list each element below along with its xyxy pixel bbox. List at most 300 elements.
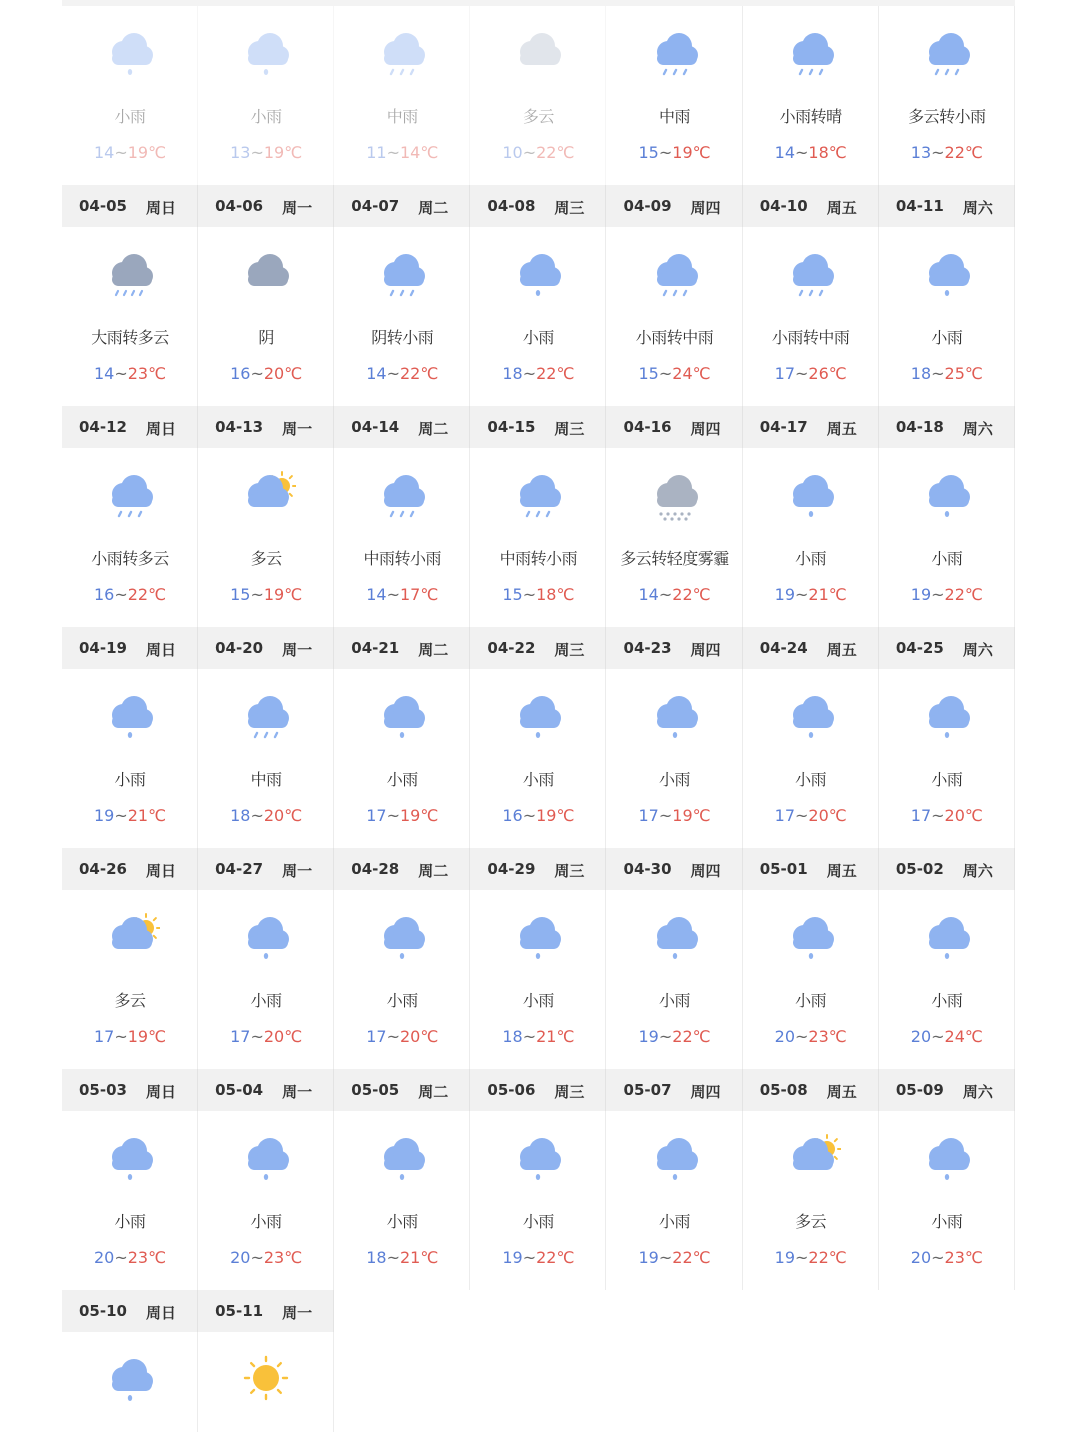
weekday-label: 周四	[690, 420, 721, 438]
temperature-range	[334, 1027, 470, 1046]
day-header[interactable]	[198, 1069, 334, 1111]
day-header[interactable]	[470, 848, 606, 890]
low-temperature: 17	[910, 806, 932, 825]
forecast-cell[interactable]	[743, 669, 879, 848]
weather-description: 小雨	[931, 1212, 963, 1231]
light-rain-icon	[508, 1133, 568, 1189]
low-temperature: 14	[366, 364, 387, 383]
temperature-separator: ~	[250, 364, 264, 383]
weather-description: 小雨	[250, 991, 282, 1010]
moderate-rain-icon	[372, 249, 432, 305]
forecast-cell[interactable]	[743, 6, 879, 185]
temperature-unit: ℃	[148, 1027, 167, 1046]
weather-description: 小雨	[795, 770, 827, 789]
forecast-cell[interactable]	[470, 227, 606, 406]
day-header[interactable]	[743, 627, 879, 669]
date-label: 04-09	[623, 197, 672, 215]
day-header[interactable]	[607, 406, 743, 448]
day-header[interactable]	[879, 848, 1015, 890]
temperature-separator: ~	[522, 806, 537, 825]
forecast-cell[interactable]	[470, 1111, 606, 1290]
temperature-range	[607, 806, 743, 825]
day-header[interactable]	[198, 848, 334, 890]
temperature-range	[198, 143, 334, 162]
temperature-unit: ℃	[420, 143, 439, 162]
weather-description: 小雨转多云	[91, 549, 169, 568]
weekday-label: 周四	[690, 641, 721, 659]
weather-description: 小雨	[250, 107, 282, 126]
day-header[interactable]	[743, 1069, 879, 1111]
forecast-cell[interactable]	[607, 227, 743, 406]
weather-description: 小雨	[386, 1212, 418, 1231]
forecast-cell[interactable]	[198, 6, 334, 185]
moderate-rain-icon	[781, 28, 841, 84]
day-header[interactable]	[62, 1290, 198, 1332]
high-temperature: 20	[263, 806, 285, 825]
temperature-range	[62, 364, 198, 383]
temperature-unit: ℃	[964, 364, 983, 383]
weekday-label: 周日	[146, 641, 177, 659]
weekday-label: 周三	[554, 1083, 585, 1101]
weekday-label: 周五	[826, 862, 857, 880]
date-label: 04-12	[79, 418, 127, 436]
light-rain-icon	[917, 470, 977, 526]
day-header[interactable]	[334, 406, 470, 448]
weather-description: 阴	[258, 328, 274, 347]
high-temperature: 18	[536, 585, 557, 604]
week-forecast-row	[62, 669, 1015, 848]
weekday-label: 周日	[146, 420, 177, 438]
haze-icon	[645, 470, 705, 526]
weather-description: 中雨	[659, 107, 691, 126]
forecast-cell[interactable]	[879, 1111, 1015, 1290]
temperature-unit: ℃	[420, 364, 439, 383]
date-label: 05-11	[215, 1302, 264, 1320]
week-forecast-row	[62, 1111, 1015, 1290]
forecast-cell[interactable]	[607, 669, 743, 848]
temperature-separator: ~	[250, 1248, 264, 1267]
day-header[interactable]	[62, 406, 198, 448]
weekday-label: 周日	[146, 862, 177, 880]
temperature-range	[198, 364, 334, 383]
forecast-cell[interactable]	[879, 448, 1015, 627]
temperature-unit: ℃	[284, 585, 303, 604]
sunny-icon	[236, 1354, 296, 1410]
weekday-label: 周三	[554, 199, 585, 217]
day-header[interactable]	[198, 406, 334, 448]
temperature-range	[62, 1027, 198, 1046]
high-temperature: 14	[399, 143, 421, 162]
light-rain-icon	[372, 1133, 432, 1189]
light-rain-icon	[645, 691, 705, 747]
date-header-row	[62, 406, 1015, 448]
weather-description: 中雨转小雨	[499, 549, 578, 568]
weekday-label: 周一	[282, 1304, 313, 1322]
forecast-cell[interactable]	[62, 669, 198, 848]
low-temperature: 19	[93, 806, 115, 825]
light-rain-icon	[645, 912, 705, 968]
temperature-unit: ℃	[420, 806, 439, 825]
day-header[interactable]	[607, 627, 743, 669]
low-temperature: 19	[774, 585, 795, 604]
temperature-separator: ~	[931, 1027, 945, 1046]
forecast-cell[interactable]	[198, 1332, 334, 1432]
day-header[interactable]	[879, 406, 1015, 448]
high-temperature: 24	[672, 364, 693, 383]
forecast-cell[interactable]	[334, 6, 470, 185]
forecast-cell[interactable]	[743, 227, 879, 406]
forecast-cell[interactable]	[879, 669, 1015, 848]
weather-description: 小雨	[795, 991, 827, 1010]
day-header[interactable]	[607, 848, 743, 890]
weather-description: 小雨转晴	[779, 107, 842, 126]
date-label: 04-22	[487, 639, 536, 657]
day-header[interactable]	[62, 848, 198, 890]
temperature-separator: ~	[250, 806, 264, 825]
high-temperature: 20	[263, 364, 285, 383]
cloudy-icon	[508, 28, 568, 84]
temperature-separator: ~	[522, 143, 537, 162]
temperature-range	[607, 143, 743, 162]
forecast-cell[interactable]	[334, 227, 470, 406]
temperature-separator: ~	[931, 806, 945, 825]
weather-description: 小雨	[522, 328, 554, 347]
low-temperature: 20	[230, 1248, 251, 1267]
temperature-unit: ℃	[692, 143, 711, 162]
forecast-cell[interactable]	[198, 1111, 334, 1290]
high-temperature: 21	[536, 1027, 557, 1046]
weather-calendar-grid	[62, 6, 1015, 1432]
date-label: 04-20	[215, 639, 264, 657]
day-header[interactable]	[607, 185, 743, 227]
temperature-separator: ~	[386, 143, 400, 162]
forecast-cell[interactable]	[470, 448, 606, 627]
low-temperature: 17	[366, 1027, 387, 1046]
temperature-separator: ~	[114, 1027, 128, 1046]
temperature-range	[198, 1248, 334, 1267]
high-temperature: 19	[536, 806, 557, 825]
date-label: 04-06	[215, 197, 264, 215]
low-temperature: 17	[774, 364, 795, 383]
high-temperature: 20	[263, 1027, 285, 1046]
weather-description: 大雨转多云	[91, 328, 169, 347]
day-header[interactable]	[607, 1069, 743, 1111]
temperature-unit: ℃	[420, 1027, 439, 1046]
weekday-label: 周二	[418, 1083, 449, 1101]
low-temperature: 19	[638, 1248, 659, 1267]
weekday-label: 周六	[962, 199, 993, 217]
forecast-cell[interactable]	[879, 890, 1015, 1069]
forecast-cell[interactable]	[470, 6, 606, 185]
date-label: 05-10	[79, 1302, 127, 1320]
temperature-separator: ~	[114, 806, 128, 825]
date-label: 05-02	[895, 860, 944, 878]
day-header[interactable]	[470, 185, 606, 227]
forecast-cell[interactable]	[62, 6, 198, 185]
weather-description: 小雨	[114, 770, 146, 789]
high-temperature: 26	[808, 364, 829, 383]
forecast-cell[interactable]	[62, 890, 198, 1069]
temperature-unit: ℃	[556, 1248, 575, 1267]
day-header[interactable]	[470, 1069, 606, 1111]
light-rain-icon	[100, 1133, 160, 1189]
high-temperature: 22	[944, 143, 965, 162]
forecast-cell[interactable]	[470, 669, 606, 848]
week-forecast-row	[62, 448, 1015, 627]
weather-description: 小雨	[931, 328, 963, 347]
low-temperature: 17	[93, 1027, 115, 1046]
temperature-range	[470, 585, 606, 604]
temperature-unit: ℃	[828, 143, 847, 162]
temperature-unit: ℃	[556, 806, 575, 825]
date-label: 04-21	[351, 639, 400, 657]
date-label: 04-27	[215, 860, 264, 878]
forecast-cell[interactable]	[607, 448, 743, 627]
forecast-cell[interactable]	[62, 448, 198, 627]
high-temperature: 20	[944, 806, 965, 825]
temperature-unit: ℃	[964, 143, 983, 162]
day-header[interactable]	[198, 1290, 334, 1332]
forecast-cell[interactable]	[743, 1111, 879, 1290]
date-label: 04-19	[79, 639, 127, 657]
light-rain-icon	[508, 912, 568, 968]
date-header-row	[62, 848, 1015, 890]
temperature-unit: ℃	[420, 1248, 439, 1267]
date-header-row	[62, 1290, 334, 1332]
weather-description: 小雨	[659, 770, 691, 789]
weekday-label: 周一	[282, 641, 313, 659]
day-header[interactable]	[334, 848, 470, 890]
weekday-label: 周一	[282, 420, 313, 438]
low-temperature: 11	[366, 143, 387, 162]
temperature-separator: ~	[250, 585, 264, 604]
weather-description: 阴转小雨	[371, 328, 434, 347]
forecast-cell[interactable]	[198, 448, 334, 627]
day-header[interactable]	[470, 627, 606, 669]
low-temperature: 19	[502, 1248, 523, 1267]
temperature-separator: ~	[658, 806, 673, 825]
forecast-cell[interactable]	[607, 890, 743, 1069]
week-forecast-row	[62, 6, 1015, 185]
temperature-range	[470, 806, 606, 825]
weekday-label: 周日	[146, 199, 177, 217]
temperature-separator: ~	[386, 585, 400, 604]
temperature-unit: ℃	[692, 585, 711, 604]
low-temperature: 18	[502, 1027, 523, 1046]
weather-description: 多云转小雨	[908, 107, 986, 126]
date-label: 04-30	[623, 860, 672, 878]
day-header[interactable]	[62, 627, 198, 669]
low-temperature: 15	[230, 585, 251, 604]
forecast-cell[interactable]	[334, 669, 470, 848]
high-temperature: 21	[808, 585, 829, 604]
light-rain-icon	[781, 691, 841, 747]
moderate-rain-icon	[100, 470, 160, 526]
weekday-label: 周一	[282, 1083, 313, 1101]
low-temperature: 10	[502, 143, 523, 162]
light-rain-icon	[372, 691, 432, 747]
temperature-unit: ℃	[828, 1248, 847, 1267]
day-header[interactable]	[743, 185, 879, 227]
forecast-cell[interactable]	[470, 890, 606, 1069]
weather-description: 多云	[522, 107, 554, 126]
temperature-unit: ℃	[148, 1248, 167, 1267]
week-row	[62, 1111, 1015, 1332]
day-header[interactable]	[198, 627, 334, 669]
weekday-label: 周日	[146, 1083, 177, 1101]
high-temperature: 17	[399, 585, 421, 604]
low-temperature: 15	[638, 364, 659, 383]
day-header[interactable]	[470, 406, 606, 448]
weekday-label: 周五	[826, 641, 857, 659]
moderate-rain-icon	[645, 28, 705, 84]
weather-description: 小雨	[522, 770, 554, 789]
weather-description: 中雨	[386, 107, 418, 126]
forecast-cell[interactable]	[743, 890, 879, 1069]
day-header[interactable]	[879, 627, 1015, 669]
forecast-cell[interactable]	[334, 1111, 470, 1290]
weather-description: 小雨	[386, 770, 418, 789]
temperature-unit: ℃	[284, 364, 303, 383]
high-temperature: 19	[263, 143, 285, 162]
temperature-separator: ~	[931, 364, 945, 383]
temperature-range	[879, 585, 1015, 604]
temperature-unit: ℃	[284, 1248, 303, 1267]
weather-description: 小雨	[795, 549, 827, 568]
date-label: 04-11	[895, 197, 944, 215]
weather-description: 小雨	[659, 1212, 691, 1231]
temperature-range	[62, 585, 198, 604]
day-header[interactable]	[334, 185, 470, 227]
day-header[interactable]	[62, 1069, 198, 1111]
forecast-cell[interactable]	[62, 227, 198, 406]
high-temperature: 22	[672, 1248, 693, 1267]
day-header[interactable]	[334, 1069, 470, 1111]
high-temperature: 22	[672, 585, 693, 604]
forecast-cell[interactable]	[334, 890, 470, 1069]
temperature-range	[879, 1248, 1015, 1267]
forecast-cell[interactable]	[334, 448, 470, 627]
heavy-rain-icon	[100, 249, 160, 305]
light-rain-icon	[100, 1354, 160, 1410]
forecast-cell[interactable]	[607, 6, 743, 185]
temperature-unit: ℃	[148, 585, 167, 604]
temperature-range	[607, 1248, 743, 1267]
forecast-cell[interactable]	[607, 1111, 743, 1290]
temperature-separator: ~	[658, 143, 673, 162]
forecast-cell[interactable]	[198, 669, 334, 848]
date-label: 04-17	[759, 418, 808, 436]
weekday-label: 周二	[418, 199, 449, 217]
temperature-unit: ℃	[284, 143, 303, 162]
moderate-rain-icon	[508, 470, 568, 526]
temperature-separator: ~	[114, 1248, 128, 1267]
high-temperature: 19	[127, 143, 149, 162]
temperature-range	[470, 143, 606, 162]
high-temperature: 20	[399, 1027, 421, 1046]
temperature-unit: ℃	[964, 1248, 983, 1267]
weather-description: 小雨	[114, 1212, 146, 1231]
temperature-separator: ~	[386, 806, 400, 825]
temperature-range	[879, 364, 1015, 383]
day-header[interactable]	[743, 848, 879, 890]
date-label: 05-01	[759, 860, 808, 878]
low-temperature: 20	[910, 1248, 932, 1267]
low-temperature: 17	[774, 806, 795, 825]
temperature-separator: ~	[931, 1248, 945, 1267]
low-temperature: 13	[910, 143, 932, 162]
temperature-range	[743, 806, 879, 825]
temperature-unit: ℃	[148, 806, 167, 825]
forecast-cell[interactable]	[879, 6, 1015, 185]
day-header[interactable]	[743, 406, 879, 448]
weekday-label: 周六	[962, 641, 993, 659]
temperature-unit: ℃	[828, 364, 847, 383]
weekday-label: 周五	[826, 199, 857, 217]
low-temperature: 20	[910, 1027, 932, 1046]
temperature-range	[198, 806, 334, 825]
low-temperature: 14	[774, 143, 795, 162]
date-label: 04-14	[351, 418, 400, 436]
temperature-unit: ℃	[556, 585, 575, 604]
day-header[interactable]	[198, 185, 334, 227]
forecast-cell[interactable]	[62, 1111, 198, 1290]
light-rain-icon	[236, 912, 296, 968]
day-header[interactable]	[334, 627, 470, 669]
moderate-rain-icon	[372, 470, 432, 526]
low-temperature: 18	[366, 1248, 387, 1267]
temperature-range	[334, 143, 470, 162]
temperature-unit: ℃	[556, 143, 575, 162]
low-temperature: 16	[230, 364, 251, 383]
date-label: 04-29	[487, 860, 536, 878]
weather-description: 小雨	[114, 107, 146, 126]
day-header[interactable]	[879, 1069, 1015, 1111]
temperature-separator: ~	[795, 1027, 809, 1046]
high-temperature: 19	[263, 585, 285, 604]
weekday-label: 周三	[554, 420, 585, 438]
forecast-cell[interactable]	[743, 448, 879, 627]
temperature-range	[334, 364, 470, 383]
high-temperature: 23	[808, 1027, 829, 1046]
day-header[interactable]	[62, 185, 198, 227]
temperature-separator: ~	[658, 585, 673, 604]
temperature-unit: ℃	[148, 143, 167, 162]
high-temperature: 24	[944, 1027, 965, 1046]
high-temperature: 21	[399, 1248, 421, 1267]
forecast-cell[interactable]	[198, 890, 334, 1069]
temperature-range	[198, 585, 334, 604]
day-header[interactable]	[879, 185, 1015, 227]
forecast-cell[interactable]	[879, 227, 1015, 406]
weather-description: 小雨	[659, 991, 691, 1010]
temperature-separator: ~	[795, 143, 809, 162]
temperature-unit: ℃	[692, 1027, 711, 1046]
forecast-cell[interactable]	[62, 1332, 198, 1432]
temperature-separator: ~	[931, 585, 945, 604]
temperature-range	[607, 1027, 743, 1046]
temperature-unit: ℃	[692, 364, 711, 383]
high-temperature: 19	[127, 1027, 149, 1046]
temperature-separator: ~	[658, 1027, 673, 1046]
low-temperature: 20	[774, 1027, 795, 1046]
low-temperature: 16	[502, 806, 523, 825]
week-forecast-row	[62, 1332, 1015, 1432]
low-temperature: 19	[910, 585, 932, 604]
week-forecast-row	[62, 227, 1015, 406]
forecast-cell[interactable]	[198, 227, 334, 406]
light-rain-icon	[372, 912, 432, 968]
